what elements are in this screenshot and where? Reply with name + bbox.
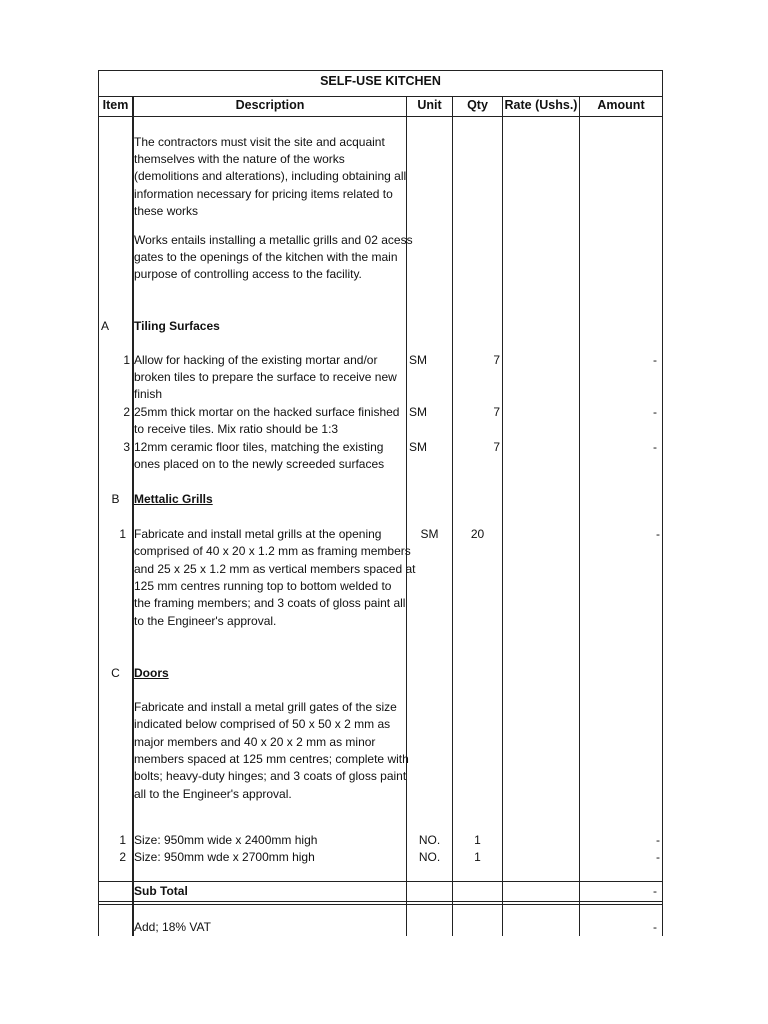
item-description-line: to receive tiles. Mix ratio should be 1:3 — [134, 422, 339, 436]
intro-line: information necessary for pricing items related to — [134, 187, 393, 201]
item-description-line: Size: 950mm wide x 2400mm high — [134, 833, 318, 847]
item-number: 1 — [119, 833, 126, 847]
item-unit: SM — [420, 527, 439, 541]
divider-unit — [452, 96, 453, 936]
item-description-line: Fabricate and install metal grills at the opening — [134, 527, 382, 541]
header-item: Item — [102, 98, 129, 112]
item-description-line: broken tiles to prepare the surface to receive new — [134, 370, 397, 384]
intro-line: (demolitions and alterations), including obtaining all — [134, 169, 407, 183]
item-description-line: ones placed on to the newly screeded surfaces — [134, 457, 385, 471]
item-number: 3 — [123, 440, 130, 454]
section-c-description-line: major members and 40 x 20 x 2 mm as minor — [134, 735, 376, 749]
item-description-line: Size: 950mm wde x 2700mm high — [134, 850, 315, 864]
section-c-description-line: all to the Engineer's approval. — [134, 787, 292, 801]
item-unit: SM — [409, 440, 427, 454]
item-amount: - — [656, 850, 660, 864]
section-b-heading: Mettalic Grills — [134, 492, 213, 506]
item-number: 2 — [123, 405, 130, 419]
item-description-line: finish — [134, 387, 163, 401]
item-qty: 7 — [493, 405, 500, 419]
section-b-letter: B — [111, 492, 120, 506]
item-unit: NO. — [418, 850, 441, 864]
intro-line: The contractors must visit the site and acquaint — [134, 135, 385, 149]
vat-label: Add; 18% VAT — [134, 920, 211, 934]
item-description-line: 25mm thick mortar on the hacked surface finished — [134, 405, 400, 419]
section-c-letter: C — [111, 666, 120, 680]
border-right — [662, 70, 663, 936]
item-amount: - — [656, 833, 660, 847]
item-number: 1 — [119, 527, 126, 541]
item-number: 2 — [119, 850, 126, 864]
divider-description — [406, 96, 407, 936]
item-qty: 7 — [493, 440, 500, 454]
intro-line: purpose of controlling access to the facility. — [134, 267, 362, 281]
item-amount: - — [653, 405, 657, 419]
item-amount: - — [656, 527, 660, 541]
divider-rate — [579, 96, 580, 936]
item-description-line: comprised of 40 x 20 x 1.2 mm as framing members — [134, 544, 411, 558]
item-qty: 20 — [470, 527, 485, 541]
item-amount: - — [653, 440, 657, 454]
section-a-heading: Tiling Surfaces — [134, 319, 220, 333]
section-a-letter: A — [101, 319, 110, 333]
item-description-line: the framing members; and 3 coats of gloss paint all — [134, 596, 406, 610]
vat-amount: - — [653, 920, 657, 934]
item-amount: - — [653, 353, 657, 367]
item-description-line: and 25 x 25 x 1.2 mm as vertical members spaced at — [134, 562, 416, 576]
subtotal-label: Sub Total — [134, 884, 188, 898]
intro-line: Works entails installing a metallic grills and 02 acess — [134, 233, 413, 247]
section-c-description-line: members spaced at 125 mm centres; complete with — [134, 752, 409, 766]
item-number: 1 — [123, 353, 130, 367]
item-description-line: 12mm ceramic floor tiles, matching the existing — [134, 440, 384, 454]
item-description-line: to the Engineer's approval. — [134, 614, 277, 628]
section-c-description-line: indicated below comprised of 50 x 50 x 2 mm as — [134, 717, 391, 731]
item-qty: 7 — [493, 353, 500, 367]
border-top — [98, 70, 663, 71]
section-c-heading: Doors — [134, 666, 169, 680]
item-unit: SM — [409, 405, 427, 419]
section-c-description-line: Fabricate and install a metal grill gates of the size — [134, 700, 397, 714]
header-description: Description — [235, 98, 305, 112]
item-unit: NO. — [418, 833, 441, 847]
divider-qty — [502, 96, 503, 936]
header-qty: Qty — [467, 98, 488, 112]
item-description-line: 125 mm centres running top to bottom welded to — [134, 579, 392, 593]
item-qty: 1 — [474, 833, 481, 847]
header-amount: Amount — [597, 98, 645, 112]
intro-line: themselves with the nature of the works — [134, 152, 345, 166]
item-description-line: Allow for hacking of the existing mortar and/or — [134, 353, 378, 367]
sheet-title: SELF-USE KITCHEN — [320, 74, 441, 88]
intro-line: these works — [134, 204, 199, 218]
subtotal-amount: - — [653, 884, 657, 898]
item-qty: 1 — [474, 850, 481, 864]
boq-table — [98, 70, 663, 936]
intro-line: gates to the openings of the kitchen with the main — [134, 250, 398, 264]
header-rate: Rate (Ushs.) — [504, 98, 578, 112]
divider-item — [132, 96, 134, 936]
section-c-description-line: bolts; heavy-duty hinges; and 3 coats of gloss paint — [134, 769, 407, 783]
item-unit: SM — [409, 353, 427, 367]
header-unit: Unit — [417, 98, 442, 112]
